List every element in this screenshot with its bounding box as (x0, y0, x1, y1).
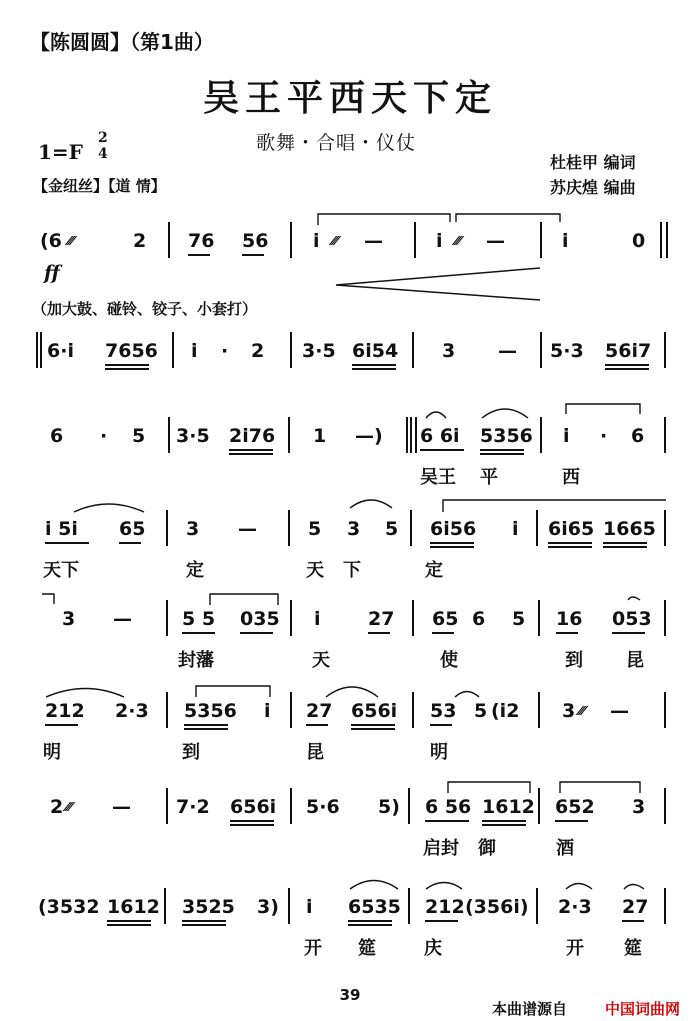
tie-mark (566, 404, 640, 414)
note-group: 2 (133, 230, 147, 252)
lyric-syllable: 筵 (624, 938, 642, 959)
note-group: 6535 (348, 896, 401, 918)
note-group: i (191, 340, 198, 362)
note-group: 6i56 (430, 518, 477, 540)
note-group: 656i (230, 796, 277, 818)
note-group: 5 (132, 425, 146, 447)
note-group: 3) (257, 896, 279, 918)
page-title: 吴王平西天下定 (202, 77, 497, 119)
note-group: i (512, 518, 519, 540)
tie-mark (456, 214, 560, 222)
note-group: 5 (308, 518, 322, 540)
note-group: (6 (40, 230, 62, 252)
note-group: 5·6 (306, 796, 340, 818)
note-group: — (112, 796, 131, 818)
percussion-note: （加大鼓、碰铃、铰子、小套打） (32, 300, 258, 318)
note-group: 27 (306, 700, 333, 722)
lyric-syllable: 明 (43, 742, 61, 763)
lyric-syllable: 天 (306, 560, 324, 581)
key-signature: 1=F (38, 140, 83, 164)
lyric-syllable: 明 (430, 742, 448, 763)
time-top: 2 (98, 130, 108, 146)
note-group: 3 (186, 518, 200, 540)
note-group: — (610, 700, 629, 722)
lyric-syllable: 昆 (626, 650, 644, 671)
lyric-syllable: 封藩 (178, 650, 214, 671)
lyric-syllable: 启封 (423, 838, 459, 859)
note-group: ⁄⁄⁄ (332, 234, 339, 248)
note-group: 1 (313, 425, 327, 447)
lyric-syllable: 庆 (424, 938, 442, 959)
lyric-syllable: 使 (440, 650, 458, 671)
note-group: 3 (347, 518, 361, 540)
note-group: 6 6i (420, 425, 460, 447)
note-group: 1612 (107, 896, 160, 918)
note-group: i (314, 608, 321, 630)
tie-mark (443, 500, 666, 512)
note-group: ⁄⁄⁄ (66, 800, 73, 814)
note-group: 3·5 (302, 340, 336, 362)
note-group: 1612 (482, 796, 535, 818)
note-group: 6·i (47, 340, 74, 362)
note-group: 3 (562, 700, 576, 722)
note-group: i (264, 700, 271, 722)
note-group: 212 (425, 896, 465, 918)
note-group: — (238, 518, 257, 540)
note-group: 5 5 (182, 608, 216, 630)
slur-mark (566, 884, 592, 890)
source-label: 本曲谱源自 (492, 1000, 568, 1018)
note-group: ⁄⁄⁄ (579, 704, 586, 718)
lyric-syllable: 到 (182, 742, 200, 763)
crescendo-hairpin (336, 268, 540, 300)
note-group: · (100, 425, 108, 447)
lyric-syllable: 开 (566, 938, 584, 959)
note-group: i (436, 230, 443, 252)
note-group: (356i) (465, 896, 529, 918)
note-group: 2i76 (229, 425, 276, 447)
slur-mark (46, 689, 124, 698)
note-group: 0 (632, 230, 646, 252)
lyric-syllable: 西 (562, 467, 580, 488)
note-group: — (498, 340, 517, 362)
note-group: (3532 (38, 896, 100, 918)
dynamic-marking: ff (44, 262, 60, 284)
slur-mark (74, 504, 144, 512)
lyric-syllable: 天下 (43, 560, 79, 581)
note-group: ⁄⁄⁄ (455, 234, 462, 248)
note-group: 56 (242, 230, 269, 252)
tie-mark (560, 782, 640, 793)
subtitle: 歌舞・合唱・仪仗 (256, 132, 417, 154)
note-group: i (563, 425, 570, 447)
note-group: 212 (45, 700, 85, 722)
tie-mark (42, 594, 54, 604)
slur-mark (350, 500, 392, 508)
lyric-syllable: 定 (425, 560, 443, 581)
note-group: i (562, 230, 569, 252)
note-group: 035 (240, 608, 280, 630)
lyric-syllable: 御 (478, 838, 496, 859)
note-group: —) (355, 425, 383, 447)
lyric-syllable: 吴王 (420, 467, 456, 488)
note-group: i (313, 230, 320, 252)
note-group: — (113, 608, 132, 630)
note-group: 3 (62, 608, 76, 630)
slur-mark (455, 692, 479, 698)
lyric-syllable: 到 (565, 650, 583, 671)
note-group: (i2 (491, 700, 520, 722)
lyric-syllable: 开 (304, 938, 322, 959)
slur-mark (628, 597, 640, 600)
note-group: 652 (555, 796, 595, 818)
qupai-label: 【金纽丝】【道 情】 (33, 177, 166, 195)
note-group: 2 (251, 340, 265, 362)
note-group: · (600, 425, 608, 447)
slur-mark (326, 687, 378, 697)
note-group: 27 (622, 896, 649, 918)
slur-mark (624, 885, 644, 890)
note-group: 27 (368, 608, 395, 630)
note-group: 2·3 (115, 700, 149, 722)
lyric-syllable: 筵 (358, 938, 376, 959)
tie-mark (210, 594, 278, 605)
note-group: 2·3 (558, 896, 592, 918)
slur-mark (482, 409, 528, 418)
time-bottom: 4 (98, 146, 108, 162)
note-group: 656i (351, 700, 398, 722)
note-group: — (486, 230, 505, 252)
slur-mark (426, 412, 446, 418)
note-group: 65 (432, 608, 459, 630)
note-group: 5·3 (550, 340, 584, 362)
note-group: 7·2 (176, 796, 210, 818)
note-group: 5356 (480, 425, 533, 447)
lyricist-credit: 杜桂甲 编词 (550, 153, 636, 172)
lyric-syllable: 平 (480, 467, 498, 488)
lyric-syllable: 天 (312, 650, 330, 671)
note-group: 5 (474, 700, 488, 722)
slur-mark (350, 881, 398, 890)
note-group: 5) (378, 796, 400, 818)
tie-mark (318, 214, 450, 225)
composer-credit: 苏庆煌 编曲 (550, 178, 636, 197)
tie-mark (196, 686, 270, 697)
note-group: 5356 (184, 700, 237, 722)
note-group: 56i7 (605, 340, 652, 362)
note-group: 2 (50, 796, 64, 818)
lyric-syllable: 下 (343, 560, 361, 581)
note-group: 6 (472, 608, 486, 630)
note-group: 3 (632, 796, 646, 818)
note-group: 16 (556, 608, 583, 630)
lyric-syllable: 昆 (306, 742, 324, 763)
note-group: 76 (188, 230, 215, 252)
note-group: 6i54 (352, 340, 399, 362)
note-group: 6i65 (548, 518, 595, 540)
slur-mark (426, 883, 462, 890)
lyric-syllable: 酒 (556, 838, 574, 859)
note-group: 6 56 (425, 796, 472, 818)
note-group: 7656 (105, 340, 158, 362)
note-group: 6 (631, 425, 645, 447)
note-group: 3·5 (176, 425, 210, 447)
note-group: 6 (50, 425, 64, 447)
note-group: — (364, 230, 383, 252)
note-group: 5 (385, 518, 399, 540)
source-brand: 中国词曲网 (605, 1000, 681, 1018)
note-group: 1665 (603, 518, 656, 540)
note-group: i (306, 896, 313, 918)
note-group: ⁄⁄⁄ (68, 234, 75, 248)
lyric-syllable: 定 (186, 560, 204, 581)
note-group: 3 (442, 340, 456, 362)
note-group: 53 (430, 700, 457, 722)
note-group: 65 (119, 518, 146, 540)
note-group: 3525 (182, 896, 235, 918)
work-tag: 【陈圆圆】（第1曲） (30, 30, 214, 54)
note-group: · (221, 340, 229, 362)
note-group: 053 (612, 608, 652, 630)
note-group: i 5i (45, 518, 78, 540)
page-number: 39 (339, 986, 361, 1004)
tie-mark (448, 782, 530, 793)
note-group: 5 (512, 608, 526, 630)
